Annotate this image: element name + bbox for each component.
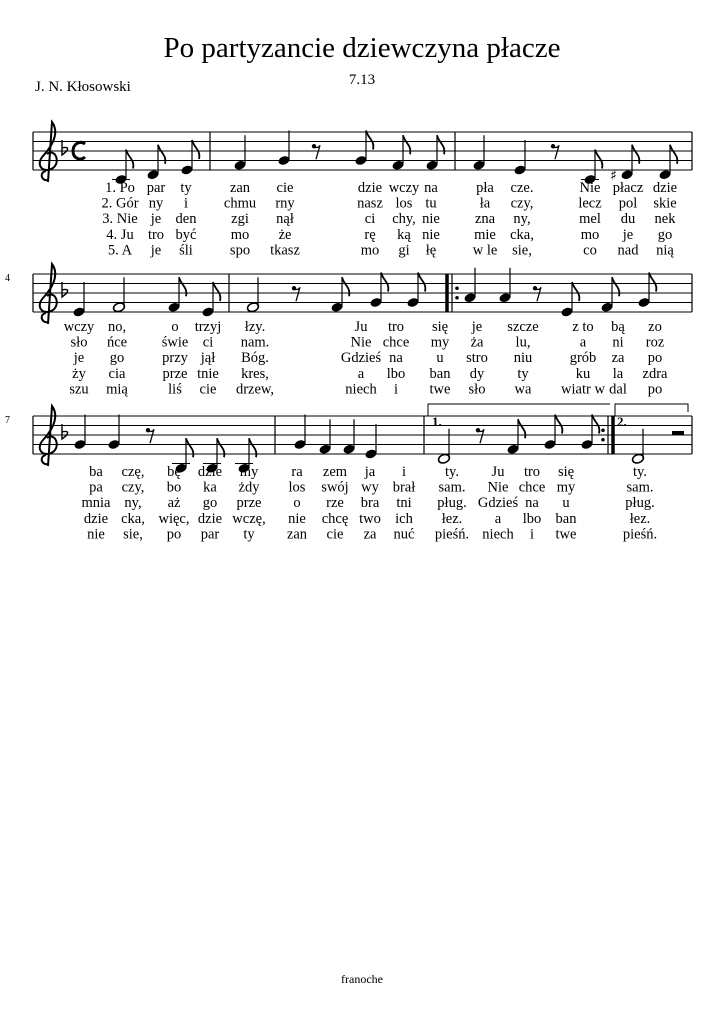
lyric-syllable: zdra [642, 365, 668, 382]
lyric-syllable: go [109, 350, 125, 367]
lyric-syllable: tkasz [270, 242, 300, 259]
lyric-syllable: my [239, 464, 259, 480]
lyric-syllable: Gdzieś [477, 495, 519, 512]
lyric-syllable: za [363, 526, 377, 543]
note-flag [126, 150, 133, 169]
lyric-syllable: żdy [238, 479, 260, 496]
lyric-syllable: bo [166, 479, 182, 496]
lyric-syllable: z to [572, 319, 594, 335]
lyric-syllable: two [359, 510, 381, 527]
lyric-syllable: bę [167, 464, 181, 480]
volta-label: 2. [617, 414, 627, 429]
note-flag [595, 150, 602, 169]
lyric-syllable: co [583, 242, 597, 259]
lyric-syllable: ra [291, 464, 303, 480]
song-title: Po partyzancie dziewczyna płacze [163, 32, 561, 64]
lyric-syllable: na [424, 180, 438, 196]
repeat-dot [601, 438, 605, 442]
lyric-syllable: ci [202, 334, 214, 351]
lyric-syllable: je [622, 226, 634, 243]
treble-clef-icon [40, 264, 57, 324]
lyric-syllable: łę [425, 242, 437, 259]
note-flag [555, 415, 562, 434]
lyric-syllable: mie [474, 226, 496, 243]
lyric-syllable: czę, [121, 464, 145, 480]
lyric-syllable: w le [472, 242, 498, 259]
lyric-syllable: dzie [83, 510, 109, 527]
lyric-syllable: wczę, [232, 510, 266, 527]
repeat-dot [455, 286, 459, 290]
staff-system-2 [33, 264, 692, 324]
lyric-syllable: mo [580, 226, 600, 243]
lyric-syllable: drzew, [235, 381, 275, 398]
lyric-syllable: prze [236, 495, 262, 512]
lyric-syllable: nie [87, 526, 105, 543]
eighth-rest-icon [535, 287, 541, 301]
lyric-syllable: par [200, 526, 220, 543]
lyric-syllable: cie [276, 180, 294, 196]
lyric-syllable: zem [322, 464, 348, 480]
lyric-syllable: czy, [121, 479, 145, 496]
lyric-syllable: śli [179, 242, 193, 259]
lyric-syllable: nie [288, 510, 306, 527]
lyric-syllable: u [436, 350, 444, 367]
lyric-syllable: spo [229, 242, 251, 259]
lyric-syllable: 1. Po [105, 180, 135, 196]
lyric-syllable: ty. [445, 464, 459, 480]
lyric-syllable: twe [429, 381, 451, 398]
lyric-syllable: pług. [437, 495, 467, 512]
lyric-syllable: lecz [578, 195, 602, 212]
lyric-syllable: kres, [241, 365, 269, 382]
lyric-syllable: nął [276, 211, 294, 228]
lyric-syllable: ja [364, 464, 376, 480]
lyric-syllable: chy, [392, 211, 416, 228]
lyric-syllable: a [357, 365, 365, 382]
lyric-syllable: aż [167, 495, 181, 512]
note-flag [213, 282, 220, 301]
lyric-syllable: i [183, 195, 189, 212]
lyric-syllable: nek [654, 211, 676, 228]
lyric-syllable: rze [326, 495, 344, 512]
lyric-syllable: sie, [123, 526, 143, 543]
lyric-syllable: rny [275, 195, 295, 212]
lyric-syllable: stro [466, 350, 488, 367]
lyric-syllable: cia [108, 365, 126, 382]
lyric-syllable: skie [653, 195, 677, 212]
lyric-syllable: 3. Nie [102, 211, 138, 228]
lyric-syllable: sam. [626, 479, 654, 496]
lyric-syllable: swój [321, 479, 349, 496]
note-flag [366, 131, 373, 150]
note-flag [192, 140, 199, 159]
lyric-syllable: 5. A [107, 242, 133, 259]
lyric-syllable: dzie [652, 180, 678, 196]
lyric-syllable: ty [517, 365, 529, 382]
lyric-syllable: cie [199, 381, 217, 398]
lyric-syllable: Ju [491, 464, 505, 480]
lyric-syllable: my [556, 479, 576, 496]
lyric-syllable: po [647, 350, 663, 367]
lyric-syllable: pła [476, 180, 494, 196]
lyric-syllable: cie [326, 526, 344, 543]
treble-clef-icon [40, 406, 57, 466]
composer: J. N. Kłosowski [35, 79, 131, 95]
lyric-syllable: ci [364, 211, 376, 228]
measure-number: 7 [5, 415, 10, 426]
repeat-dot [455, 296, 459, 300]
lyric-syllable: dzie [197, 464, 223, 480]
eighth-rest-icon [148, 429, 154, 443]
lyric-syllable: ba [89, 464, 103, 480]
lyric-syllable: być [175, 226, 197, 243]
lyric-syllable: tnie [197, 365, 219, 382]
eighth-rest-icon [294, 287, 300, 301]
note-flag [418, 273, 425, 292]
lyric-syllable: Gdzieś [340, 350, 382, 367]
lyric-syllable: Ju [354, 319, 368, 335]
lyric-syllable: zna [474, 211, 496, 228]
lyric-syllable: nie [422, 211, 440, 228]
lyric-syllable: nasz [357, 195, 383, 212]
lyric-syllable: cze. [510, 180, 534, 196]
lyric-syllable: wa [514, 381, 532, 398]
lyric-syllable: na [525, 495, 539, 512]
lyric-syllable: przy [162, 350, 188, 367]
lyric-syllable: Bóg. [241, 350, 269, 367]
lyric-syllable: o [171, 319, 179, 335]
lyric-syllable: ka [203, 479, 217, 496]
eighth-rest-icon [553, 145, 559, 159]
lyric-syllable: pług. [625, 495, 655, 512]
half-rest-icon [672, 431, 684, 435]
lyric-syllable: mo [230, 226, 250, 243]
lyric-syllable: u [562, 495, 570, 512]
lyric-syllable: ny [148, 195, 164, 212]
lyric-syllable: ku [575, 365, 591, 382]
lyric-syllable: go [657, 226, 673, 243]
lyric-syllable: nie [422, 226, 440, 243]
lyric-syllable: dzie [197, 510, 223, 527]
lyric-syllable: nuć [393, 526, 415, 543]
lyric-syllable: mel [579, 211, 601, 228]
lyric-syllable: du [620, 211, 636, 228]
lyric-syllable: je [471, 319, 483, 335]
lyric-syllable: sam. [438, 479, 466, 496]
measure-number: 4 [5, 273, 10, 284]
note-flag [592, 415, 599, 434]
lyric-syllable: szu [69, 381, 89, 398]
lyric-syllable: Nie [350, 334, 372, 351]
lyric-syllable: zan [286, 526, 308, 543]
lyric-syllable: lbo [522, 510, 542, 527]
lyrics [64, 180, 677, 542]
lyric-syllable: dzie [357, 180, 383, 196]
lyric-syllable: je [150, 211, 162, 228]
lyric-syllable: wczy [388, 180, 420, 196]
eighth-rest-icon [314, 145, 320, 159]
lyric-syllable: więc, [158, 510, 190, 527]
lyric-syllable: wy [361, 479, 379, 496]
lyric-syllable: świe [161, 334, 189, 351]
lyric-syllable: sie, [512, 242, 532, 259]
lyric-syllable: szcze [507, 319, 539, 335]
lyric-syllable: o [293, 495, 301, 512]
lyric-syllable: ny, [124, 495, 142, 512]
lyric-syllable: niech [345, 381, 377, 398]
lyric-syllable: roz [645, 334, 665, 351]
lyric-syllable: zo [648, 319, 662, 335]
lyric-syllable: ży [72, 365, 86, 382]
treble-clef-icon [40, 122, 57, 182]
lyric-syllable: pa [89, 479, 103, 496]
lyric-syllable: lbo [386, 365, 406, 382]
lyric-syllable: ni [612, 334, 624, 351]
lyric-syllable: ką [397, 226, 411, 243]
lyric-syllable: brał [392, 479, 416, 496]
lyric-syllable: mnia [81, 495, 111, 512]
lyric-syllable: trzyj [194, 319, 222, 335]
lyric-syllable: zgi [231, 211, 249, 228]
lyric-syllable: ty [180, 180, 192, 196]
lyric-syllable: je [73, 350, 85, 367]
lyric-syllable: ża [470, 334, 484, 351]
lyric-syllable: chce [382, 334, 410, 351]
lyric-syllable: po [166, 526, 182, 543]
lyric-syllable: zan [229, 180, 251, 196]
lyric-syllable: pieśń. [622, 526, 658, 543]
lyric-syllable: rę [364, 226, 376, 243]
lyric-syllable: a [579, 334, 587, 351]
lyric-syllable: łez. [629, 510, 651, 527]
lyric-syllable: ban [555, 510, 577, 527]
lyric-syllable: los [288, 479, 306, 496]
lyric-syllable: tro [387, 319, 405, 335]
lyric-syllable: tu [425, 195, 437, 212]
lyric-syllable: za [611, 350, 625, 367]
lyric-syllable: grób [569, 350, 597, 367]
lyric-syllable: 4. Ju [106, 226, 134, 243]
note-flag [572, 282, 579, 301]
lyric-syllable: my [430, 334, 450, 351]
lyric-syllable: mo [360, 242, 380, 259]
lyric-syllable: par [146, 180, 166, 196]
lyric-syllable: dy [469, 365, 485, 382]
lyric-syllable: ńce [106, 334, 128, 351]
lyric-syllable: chce [518, 479, 546, 496]
lyric-syllable: ban [429, 365, 451, 382]
lyric-syllable: się [557, 464, 575, 480]
lyric-syllable: na [389, 350, 403, 367]
lyric-syllable: ich [395, 510, 413, 527]
lyric-syllable: i [401, 464, 407, 480]
lyric-syllable: twe [555, 526, 577, 543]
lyric-syllable: ła [479, 195, 491, 212]
note-flag [381, 273, 388, 292]
note-flag [649, 273, 656, 292]
lyric-syllable: den [175, 211, 197, 228]
lyric-syllable: sło [70, 334, 88, 351]
lyric-syllable: cka, [510, 226, 534, 243]
lyric-syllable: liś [168, 381, 182, 398]
lyric-syllable: tro [523, 464, 541, 480]
lyric-syllable: łez. [441, 510, 463, 527]
lyric-syllable: wiatr w [561, 381, 605, 398]
flat-key-signature-icon [62, 140, 68, 155]
lyric-syllable: łzy. [244, 319, 266, 335]
lyric-syllable: dal [609, 381, 627, 398]
song-number: 7.13 [348, 72, 376, 88]
flat-key-signature-icon [62, 424, 68, 439]
footer-credit: franoche [341, 972, 383, 986]
lyric-syllable: go [202, 495, 218, 512]
lyric-syllable: czy, [510, 195, 534, 212]
eighth-rest-icon [478, 429, 484, 443]
lyric-syllable: nią [656, 242, 674, 259]
lyric-syllable: się [431, 319, 449, 335]
repeat-dot [601, 428, 605, 432]
lyric-syllable: prze [162, 365, 188, 382]
lyric-syllable: płacz [612, 180, 644, 196]
lyric-syllable: chmu [223, 195, 257, 212]
lyric-syllable: że [278, 226, 292, 243]
lyric-syllable: ny, [513, 211, 531, 228]
staff-system-1 [33, 122, 692, 185]
lyric-syllable: no, [107, 319, 127, 335]
lyric-syllable: ty. [633, 464, 647, 480]
lyric-syllable: pieśń. [434, 526, 470, 543]
lyric-syllable: wczy [63, 319, 95, 335]
lyric-syllable: los [395, 195, 413, 212]
lyric-syllable: tro [147, 226, 165, 243]
lyric-syllable: bra [360, 495, 380, 512]
lyric-syllable: mią [106, 381, 128, 398]
lyric-syllable: Nie [579, 180, 601, 196]
lyric-syllable: je [150, 242, 162, 259]
lyric-syllable: niech [482, 526, 514, 543]
lyric-syllable: sło [468, 381, 486, 398]
lyric-syllable: a [494, 510, 502, 527]
lyric-syllable: pol [618, 195, 638, 212]
lyric-syllable: bą [611, 319, 625, 335]
lyric-syllable: Nie [487, 479, 509, 496]
sharp-icon: ♯ [610, 167, 617, 184]
volta-label: 1. [432, 414, 442, 429]
lyric-syllable: i [393, 381, 399, 398]
flat-key-signature-icon [62, 282, 68, 297]
lyric-syllable: niu [513, 350, 533, 367]
lyric-syllable: cka, [121, 510, 145, 527]
lyric-syllable: la [612, 365, 624, 382]
lyric-syllable: tni [396, 495, 412, 512]
lyric-syllable: po [647, 381, 663, 398]
volta-bracket-1 [428, 404, 610, 416]
lyric-syllable: lu, [515, 334, 531, 351]
lyric-syllable: gi [398, 242, 410, 259]
lyric-syllable: ty [243, 526, 255, 543]
lyric-syllable: chcę [321, 510, 349, 527]
lyric-syllable: 2. Gór [101, 195, 139, 212]
lyric-syllable: nam. [240, 334, 270, 351]
lyric-syllable: nad [617, 242, 639, 259]
lyric-syllable: jął [200, 350, 216, 367]
lyric-syllable: i [529, 526, 535, 543]
